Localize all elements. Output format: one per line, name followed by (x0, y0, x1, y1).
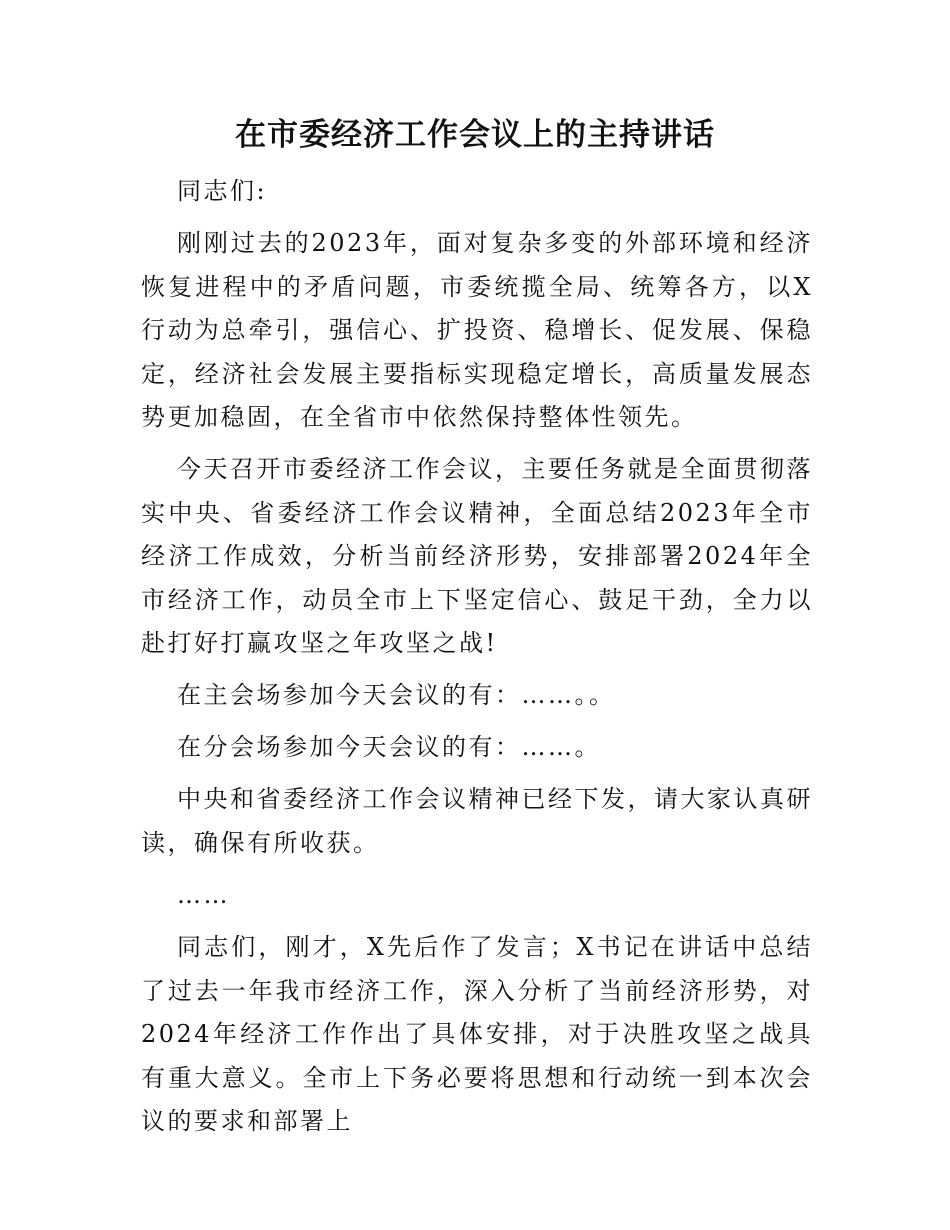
paragraph-main-venue-attendees: 在主会场参加今天会议的有：……。。 (177, 681, 616, 709)
paragraph-branch-venue-attendees: 在分会场参加今天会议的有：……。 (177, 733, 601, 761)
paragraph-ellipsis: …… (177, 881, 230, 909)
paragraph-study-spirit: 中央和省委经济工作会议精神已经下发，请大家认真研读，确保有所收获。 (141, 785, 813, 857)
paragraph-review-2023: 刚刚过去的2023年，面对复杂多变的外部环境和经济恢复进程中的矛盾问题，市委统揽全局、统筹各方，以X行动为总牵引，强信心、扩投资、稳增长、促发展、保稳定，经济社会发展主要指标实现稳定增长，高质量发展态势更加稳固，在全省市中依然保持整体性领先。 (141, 229, 813, 431)
paragraph-summary: 同志们，刚才，X先后作了发言；X书记在讲话中总结了过去一年我市经济工作，深入分析了当前经济形势，对2024年经济工作作出了具体安排，对于决胜攻坚之战具有重大意义。全市上下务必要将思想和行动统一到本次会议的要求和部署上 (141, 933, 813, 1135)
document-title: 在市委经济工作会议上的主持讲话 (235, 117, 715, 153)
paragraph-meeting-tasks: 今天召开市委经济工作会议，主要任务就是全面贯彻落实中央、省委经济工作会议精神，全面总结2023年全市经济工作成效，分析当前经济形势，安排部署2024年全市经济工作，动员全市上下坚定信心、鼓足干劲，全力以赴打好打赢攻坚之年攻坚之战! (141, 455, 813, 657)
greeting: 同志们: (177, 177, 268, 205)
